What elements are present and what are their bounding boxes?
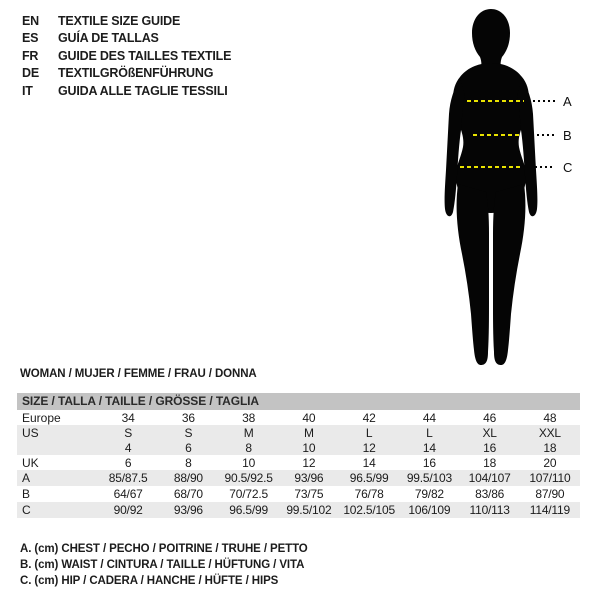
waist-leader-dots	[522, 134, 555, 136]
size-cell: 70/72.5	[229, 487, 268, 501]
size-cell: M	[303, 425, 314, 440]
lang-title: GUIDE DES TAILLES TEXTILE	[58, 48, 232, 63]
size-cell: S	[184, 425, 193, 440]
size-table-header: SIZE / TALLA / TAILLE / GRÖSSE / TAGLIA	[17, 393, 580, 410]
size-cell: 18	[483, 455, 497, 470]
size-cell: 14	[362, 455, 376, 470]
lang-title: TEXTILGRÖßENFÜHRUNG	[58, 66, 214, 81]
legend-hip: C. (cm) HIP / CADERA / HANCHE / HÜFTE / HIPS	[20, 575, 279, 588]
size-cell: 106/109	[408, 503, 451, 517]
lang-title: TEXTILE SIZE GUIDE	[58, 13, 181, 28]
size-cell: 4	[124, 440, 132, 455]
hip-measure-dash	[460, 166, 522, 168]
woman-silhouette	[413, 6, 569, 368]
size-cell: 48	[543, 410, 557, 425]
lang-title: GUIDA ALLE TAGLIE TESSILI	[58, 83, 228, 98]
table-row-us-letters	[17, 425, 580, 440]
size-cell: 93/96	[173, 503, 203, 517]
size-cell: 96.5/99	[229, 503, 268, 517]
size-cell: 36	[181, 410, 195, 425]
size-cell: 76/78	[354, 487, 384, 501]
size-cell: S	[124, 425, 133, 440]
size-cell: 93/96	[294, 471, 324, 485]
size-cell: 16	[422, 455, 436, 470]
size-cell: 6	[124, 455, 132, 470]
size-cell: 90.5/92.5	[224, 471, 273, 485]
marker-a-label: A	[563, 94, 572, 109]
size-cell: 64/67	[113, 487, 143, 501]
size-cell: 10	[242, 455, 256, 470]
size-cell: 87/90	[535, 487, 565, 501]
section-title-woman: WOMAN / MUJER / FEMME / FRAU / DONNA	[20, 368, 257, 380]
size-cell: XL	[482, 425, 497, 440]
row-label: B	[22, 487, 31, 501]
lang-code: FR	[22, 48, 39, 63]
size-cell: 68/70	[173, 487, 203, 501]
lang-code: IT	[22, 83, 33, 98]
size-cell: L	[426, 425, 433, 440]
size-table	[17, 393, 580, 518]
size-cell: 20	[543, 455, 557, 470]
row-label: US	[22, 425, 39, 440]
size-cell: 34	[121, 410, 135, 425]
table-row-chest-a	[17, 470, 580, 486]
row-label: A	[22, 471, 31, 485]
legend-chest: A. (cm) CHEST / PECHO / POITRINE / TRUHE / PETTO	[20, 543, 308, 555]
size-cell: 12	[302, 455, 316, 470]
hip-leader-dots	[525, 166, 555, 168]
size-cell: 99.5/103	[406, 471, 452, 485]
chest-leader-dots	[528, 100, 558, 102]
size-cell: 107/110	[529, 471, 571, 485]
lang-code: EN	[22, 13, 39, 28]
table-row-hip-c	[17, 502, 580, 518]
size-cell: 14	[422, 440, 436, 455]
legend-waist: B. (cm) WAIST / CINTURA / TAILLE / HÜFTUNG / VITA	[20, 559, 305, 572]
size-cell: 88/90	[173, 471, 203, 485]
size-cell: 6	[185, 440, 192, 455]
size-cell: M	[243, 425, 254, 440]
table-row-europe	[17, 410, 580, 425]
size-cell: 110/113	[469, 503, 510, 517]
size-cell: 18	[543, 440, 557, 455]
row-label: UK	[22, 455, 39, 470]
size-cell: 42	[362, 410, 376, 425]
table-row-waist-b	[17, 486, 580, 502]
size-cell: 44	[422, 410, 436, 425]
size-cell: XXL	[538, 425, 561, 440]
size-cell: 102.5/105	[343, 503, 395, 517]
size-cell: 90/92	[113, 503, 143, 517]
size-cell: 12	[362, 440, 376, 455]
size-cell: 104/107	[468, 471, 511, 485]
size-cell: 99.5/102	[286, 503, 332, 517]
size-cell: 38	[242, 410, 256, 425]
marker-c-label: C	[563, 160, 573, 175]
lang-title: GUÍA DE TALLAS	[58, 31, 159, 46]
chest-measure-dash	[467, 100, 524, 102]
table-row-uk	[17, 455, 580, 470]
size-cell: 79/82	[414, 487, 444, 501]
size-cell: 96.5/99	[349, 471, 389, 485]
row-label: Europe	[22, 410, 61, 425]
size-cell: 8	[185, 455, 192, 470]
size-cell: 83/86	[475, 487, 505, 501]
marker-b-label: B	[563, 128, 572, 143]
size-cell: 46	[483, 410, 497, 425]
lang-code: DE	[22, 66, 39, 81]
size-cell: 8	[245, 440, 252, 455]
size-cell: 16	[483, 440, 497, 455]
size-cell: 10	[302, 440, 316, 455]
size-cell: 85/87.5	[108, 471, 148, 485]
lang-code: ES	[22, 31, 39, 46]
row-label: C	[22, 503, 31, 517]
size-cell: 73/75	[294, 487, 324, 501]
waist-measure-dash	[473, 134, 519, 136]
measurement-legend	[20, 543, 308, 592]
size-cell: 114/119	[529, 503, 570, 517]
table-row-us-numbers	[17, 440, 580, 455]
size-cell: L	[365, 425, 373, 440]
size-cell: 40	[302, 410, 316, 425]
